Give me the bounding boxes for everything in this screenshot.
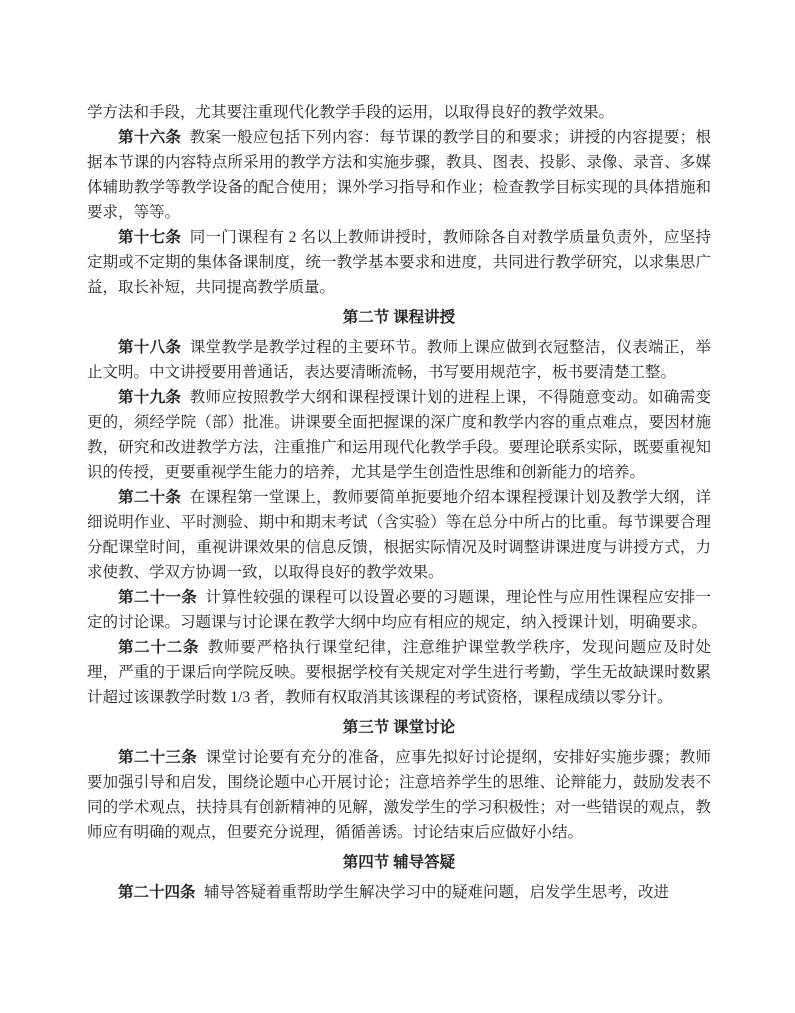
article-number: 第十八条	[118, 339, 182, 356]
article-number: 第二十四条	[118, 884, 196, 901]
paragraph-article-16	[87, 125, 711, 225]
article-text: 课堂教学是教学过程的主要环节。教师上课应做到衣冠整洁，仪表端正，举止文明。中文讲授要用普通话，表达要清晰流畅，书写要用规范字，板书要清楚工整。	[87, 339, 711, 381]
section-heading-2: 第二节 课程讲授	[342, 309, 456, 326]
article-text: 辅导答疑着重帮助学生解决学习中的疑难问题，启发学生思考，改进	[204, 884, 670, 901]
paragraph-article-20	[87, 485, 711, 585]
paragraph-article-24	[87, 880, 711, 905]
paragraph-article-21	[87, 585, 711, 635]
article-text: 课堂讨论要有充分的准备，应事先拟好讨论提纲，安排好实施步骤；教师要加强引导和启发，围绕论题中心开展讨论；注意培养学生的思维、论辩能力，鼓励发表不同的学术观点，扶持具有创新精神的见解，激发学生的学习积极性；对一些错误的观点，教师应有明确的观点，但要充分说理，循循善诱。讨论结束后应做好小结。	[87, 749, 711, 841]
paragraph-article-17	[87, 225, 711, 300]
article-number: 第二十三条	[118, 749, 198, 766]
paragraph-continuation: 学方法和手段，尤其要注重现代化教学手段的运用，以取得良好的教学效果。	[87, 104, 615, 121]
section-heading-3: 第三节 课堂讨论	[342, 719, 456, 736]
article-number: 第二十二条	[118, 639, 200, 656]
article-text: 教案一般应包括下列内容：每节课的教学目的和要求；讲授的内容提要；根据本节课的内容特点所采用的教学方法和实施步骤，教具、图表、投影、录像、录音、多媒体辅助教学等教学设备的配合使用；课外学习指导和作业；检查教学目标实现的具体措施和要求，等等。	[87, 129, 711, 221]
article-text: 教师要严格执行课堂纪律，注意维护课堂教学秩序，发现问题应及时处理，严重的于课后向学院反映。要根据学校有关规定对学生进行考勤，学生无故缺课时数累计超过该课教学时数 1/3 者，教师有权取消其该课程的考试资格，课程成绩以零分计。	[87, 639, 711, 706]
article-number: 第十六条	[118, 129, 182, 146]
paragraph-article-19	[87, 385, 711, 485]
paragraph-article-22	[87, 635, 711, 710]
document-body	[87, 100, 711, 905]
article-number: 第二十条	[118, 489, 182, 506]
section-heading-4: 第四节 辅导答疑	[342, 854, 456, 871]
article-text: 计算性较强的课程可以设置必要的习题课，理论性与应用性课程应安排一定的讨论课。习题课与讨论课在教学大纲中均应有相应的规定，纳入授课计划，明确要求。	[87, 589, 711, 631]
paragraph-article-18	[87, 335, 711, 385]
paragraph-article-23	[87, 745, 711, 845]
article-number: 第二十一条	[118, 589, 198, 606]
article-text: 教师应按照教学大纲和课程授课计划的进程上课，不得随意变动。如确需变更的，须经学院（部）批准。讲课要全面把握课的深广度和教学内容的重点难点，要因材施教，研究和改进教学方法，注重推广和运用现代化教学手段。要理论联系实际，既要重视知识的传授，更要重视学生能力的培养，尤其是学生创造性思维和创新能力的培养。	[87, 389, 711, 481]
article-number: 第十七条	[118, 229, 182, 246]
article-number: 第十九条	[118, 389, 182, 406]
article-text: 在课程第一堂课上，教师要简单扼要地介绍本课程授课计划及教学大纲，详细说明作业、平时测验、期中和期末考试（含实验）等在总分中所占的比重。每节课要合理分配课堂时间，重视讲课效果的信息反馈，根据实际情况及时调整讲课进度与讲授方式，力求使教、学双方协调一致，以取得良好的教学效果。	[87, 489, 711, 581]
article-text: 同一门课程有 2 名以上教师讲授时，教师除各自对教学质量负责外，应坚持定期或不定期的集体备课制度，统一教学基本要求和进度，共同进行教学研究，以求集思广益，取长补短，共同提高教学质量。	[87, 229, 711, 296]
